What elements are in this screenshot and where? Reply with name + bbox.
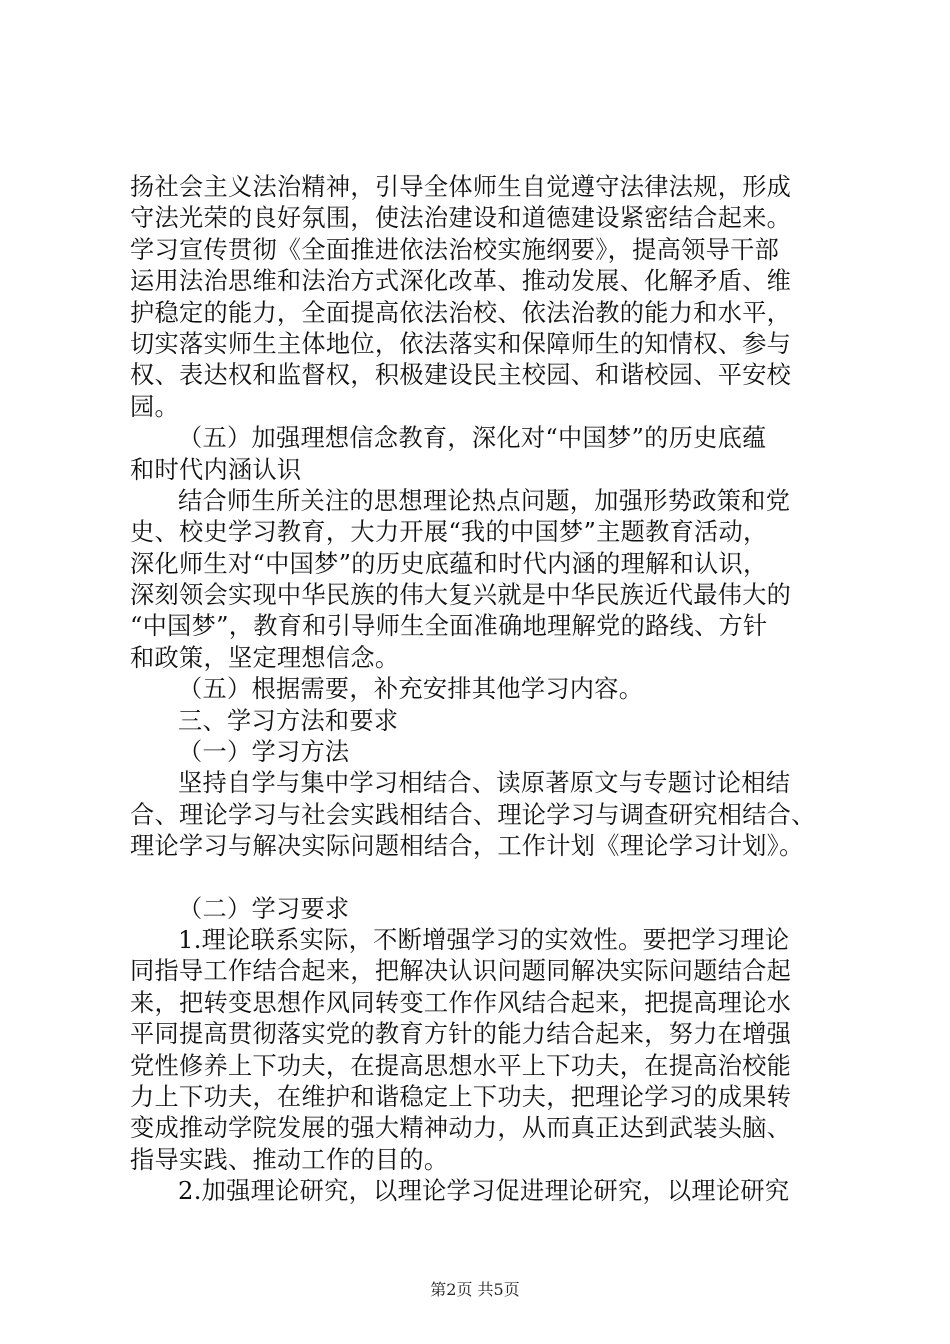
- paragraph-gap: [130, 863, 830, 894]
- text-line: 同指导工作结合起来，把解决认识问题同解决实际问题结合起: [130, 957, 792, 986]
- text-line: 坚持自学与集中学习相结合、读原著原文与专题讨论相结: [178, 769, 791, 798]
- text-line: 运用法治思维和法治方式深化改革、推动发展、化解矛盾、维: [130, 267, 792, 296]
- text-line: “中国梦”，教育和引导师生全面准确地理解党的路线、方针: [130, 612, 768, 641]
- document-body: [130, 172, 830, 1208]
- text-block-2: [130, 894, 830, 1208]
- text-line: 守法光荣的良好氛围，使法治建设和道德建设紧密结合起来。: [130, 204, 792, 233]
- page-footer: 第2页 共5页: [430, 1280, 520, 1299]
- text-line: （五）加强理想信念教育，深化对“中国梦”的历史底蕴: [178, 424, 767, 453]
- text-line: 切实落实师生主体地位，依法落实和保障师生的知情权、参与: [130, 329, 792, 358]
- text-line: 理论学习与解决实际问题相结合，工作计划《理论学习计划》。: [130, 832, 804, 861]
- text-line: 平同提高贯彻落实党的教育方针的能力结合起来，努力在增强: [130, 1020, 792, 1049]
- text-line: 合、理论学习与社会实践相结合、理论学习与调查研究相结合、: [130, 800, 816, 829]
- text-line: 力上下功夫，在维护和谐稳定上下功夫，把理论学习的成果转: [130, 1082, 792, 1111]
- text-line: 史、校史学习教育，大力开展“我的中国梦”主题教育活动，: [130, 518, 768, 547]
- text-line: （二）学习要求: [178, 894, 350, 923]
- text-line: 三、学习方法和要求: [178, 706, 399, 735]
- text-line: 权、表达权和监督权，积极建设民主校园、和谐校园、平安校: [130, 361, 792, 390]
- text-line: 深化师生对“中国梦”的历史底蕴和时代内涵的理解和认识，: [130, 549, 768, 578]
- text-line: 护稳定的能力，全面提高依法治校、依法治教的能力和水平，: [130, 298, 792, 327]
- text-line: （一）学习方法: [178, 738, 350, 767]
- text-line: 和时代内涵认识: [130, 455, 302, 484]
- text-line: 1.理论联系实际，不断增强学习的实效性。要把学习理论: [178, 925, 790, 954]
- text-line: 和政策，坚定理想信念。: [130, 643, 400, 672]
- text-line: 来，把转变思想作风同转变工作作风结合起来，把提高理论水: [130, 988, 792, 1017]
- text-line: 园。: [130, 392, 179, 421]
- text-line: 结合师生所关注的思想理论热点问题，加强形势政策和党: [178, 486, 791, 515]
- text-line: 变成推动学院发展的强大精神动力，从而真正达到武装头脑、: [130, 1114, 792, 1143]
- text-line: 学习宣传贯彻《全面推进依法治校实施纲要》，提高领导干部: [130, 235, 780, 264]
- text-block-1: [130, 172, 830, 863]
- text-line: 深刻领会实现中华民族的伟大复兴就是中华民族近代最伟大的: [130, 581, 792, 610]
- text-line: 2.加强理论研究，以理论学习促进理论研究，以理论研究: [178, 1177, 790, 1206]
- text-line: 党性修养上下功夫，在提高思想水平上下功夫，在提高治校能: [130, 1051, 792, 1080]
- text-line: 指导实践、推动工作的目的。: [130, 1145, 449, 1174]
- text-line: （五）根据需要，补充安排其他学习内容。: [178, 675, 644, 704]
- text-line: 扬社会主义法治精神，引导全体师生自觉遵守法律法规，形成: [130, 173, 792, 201]
